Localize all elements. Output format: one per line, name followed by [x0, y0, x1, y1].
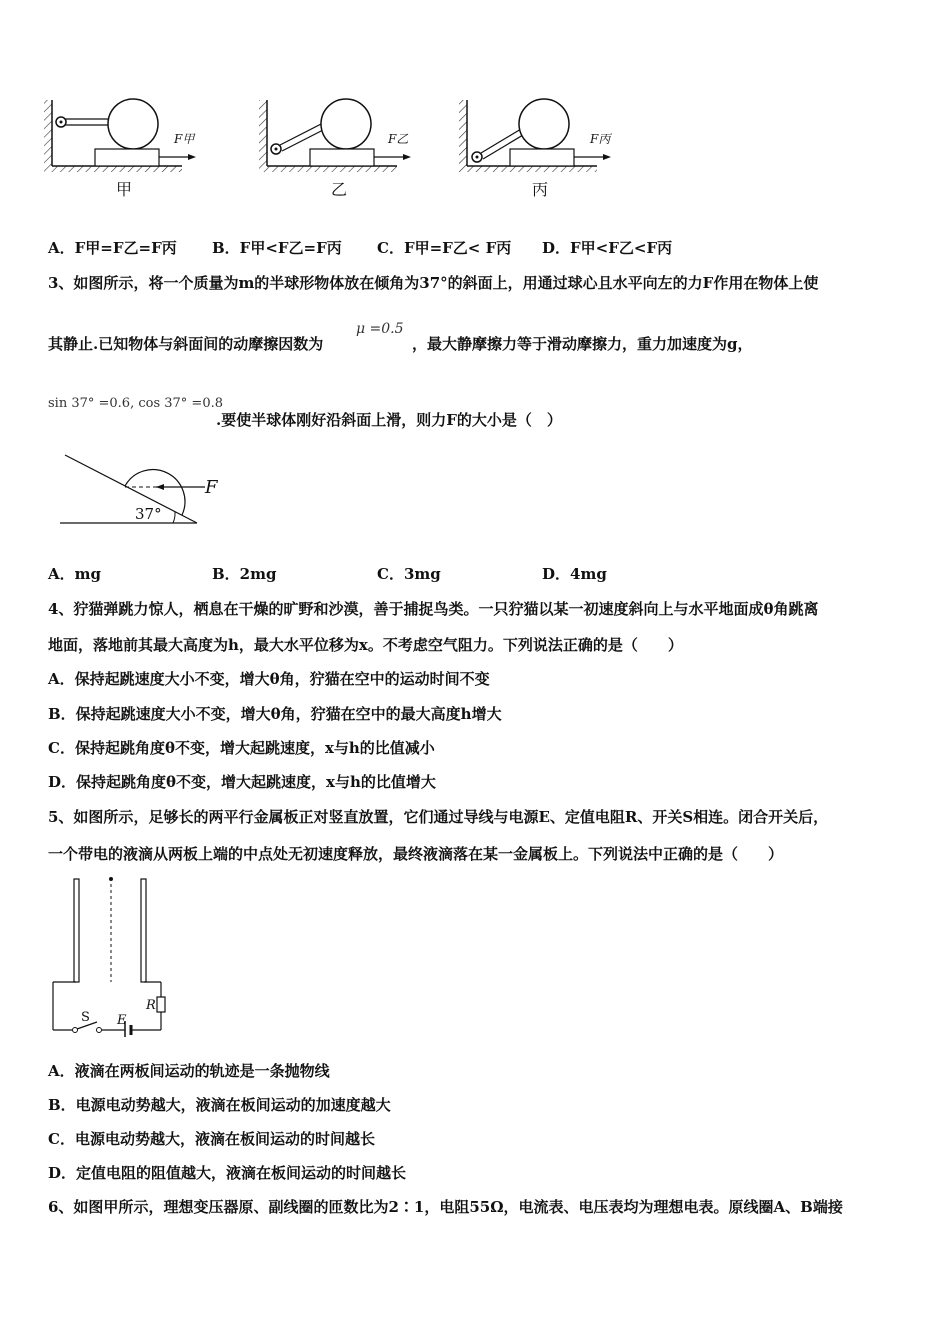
q5-option-a: A．液滴在两板间运动的轨迹是一条抛物线 [48, 1062, 330, 1080]
q4-option-d: D．保持起跳角度θ不变，增大起跳速度，x与h的比值增大 [48, 773, 436, 791]
q5-switch-label: S [81, 1010, 90, 1025]
q3-option-c: C．3mg [377, 565, 441, 583]
q3-stem-line1: 3、如图所示，将一个质量为m的半球形物体放在倾角为37°的斜面上，用通过球心且水平向左的力F作用在物体上使 [48, 274, 819, 292]
q5-stem-line1: 5、如图所示，足够长的两平行金属板正对竖直放置，它们通过导线与电源E、定值电阻R、开关S相连。闭合开关后， [48, 808, 829, 826]
q4-option-b: B．保持起跳速度大小不变，增大θ角，狞猫在空中的最大高度h增大 [48, 705, 502, 723]
force-label-jia: F甲 [174, 132, 195, 146]
q3-option-a: A．mg [48, 565, 101, 583]
q3-force-label: F [205, 477, 218, 498]
q3-option-b: B．2mg [212, 565, 277, 583]
q5-option-d: D．定值电阻的阻值越大，液滴在板间运动的时间越长 [48, 1164, 407, 1182]
q5-resistor-label: R [146, 998, 156, 1013]
q5-source-label: E [117, 1013, 127, 1028]
q3-stem-line2b: ，最大静摩擦力等于滑动摩擦力，重力加速度为g， [412, 335, 753, 353]
q6-stem-line1: 6、如图甲所示，理想变压器原、副线圈的匝数比为2∶1，电阻55Ω，电流表、电压表均为理想电表。原线圈A、B端接 [48, 1198, 843, 1216]
q4-option-c: C．保持起跳角度θ不变，增大起跳速度，x与h的比值减小 [48, 739, 435, 757]
q2-option-c: C．F甲=F乙< F丙 [377, 239, 512, 257]
q3-stem-line3: .要使半球体刚好沿斜面上滑，则力F的大小是（ ） [216, 411, 562, 429]
force-label-yi: F乙 [388, 132, 409, 146]
figure-bing [459, 99, 611, 172]
q5-option-b: B．电源电动势越大，液滴在板间运动的加速度越大 [48, 1096, 391, 1114]
q5-option-c: C．电源电动势越大，液滴在板间运动的时间越长 [48, 1130, 375, 1148]
q3-stem-line2a: 其静止.已知物体与斜面间的动摩擦因数为 [48, 335, 324, 353]
caption-bing: 丙 [532, 180, 549, 199]
q3-trig-formula: sin 37° =0.6, cos 37° =0.8 [48, 396, 223, 411]
q3-option-d: D．4mg [542, 565, 607, 583]
force-label-bing: F丙 [590, 132, 611, 146]
q4-stem-line2: 地面，落地前其最大高度为h，最大水平位移为x。不考虑空气阻力。下列说法正确的是（ ） [48, 636, 683, 654]
q2-option-d: D．F甲<F乙<F丙 [542, 239, 673, 257]
q2-option-a: A．F甲=F乙=F丙 [48, 239, 177, 257]
caption-jia: 甲 [116, 180, 133, 199]
q3-mu-formula: μ =0.5 [356, 321, 404, 337]
q4-stem-line1: 4、狞猫弹跳力惊人，栖息在干燥的旷野和沙漠，善于捕捉鸟类。一只狞猫以某一初速度斜向上与水平地面成θ角跳离 [48, 600, 819, 618]
q2-option-b: B．F甲<F乙=F丙 [212, 239, 342, 257]
q4-option-a: A．保持起跳速度大小不变，增大θ角，狞猫在空中的运动时间不变 [48, 670, 490, 688]
q3-angle-label: 37° [135, 505, 162, 523]
caption-yi: 乙 [331, 180, 348, 199]
q5-stem-line2: 一个带电的液滴从两板上端的中点处无初速度释放，最终液滴落在某一金属板上。下列说法中正确的是（ ） [48, 845, 784, 863]
